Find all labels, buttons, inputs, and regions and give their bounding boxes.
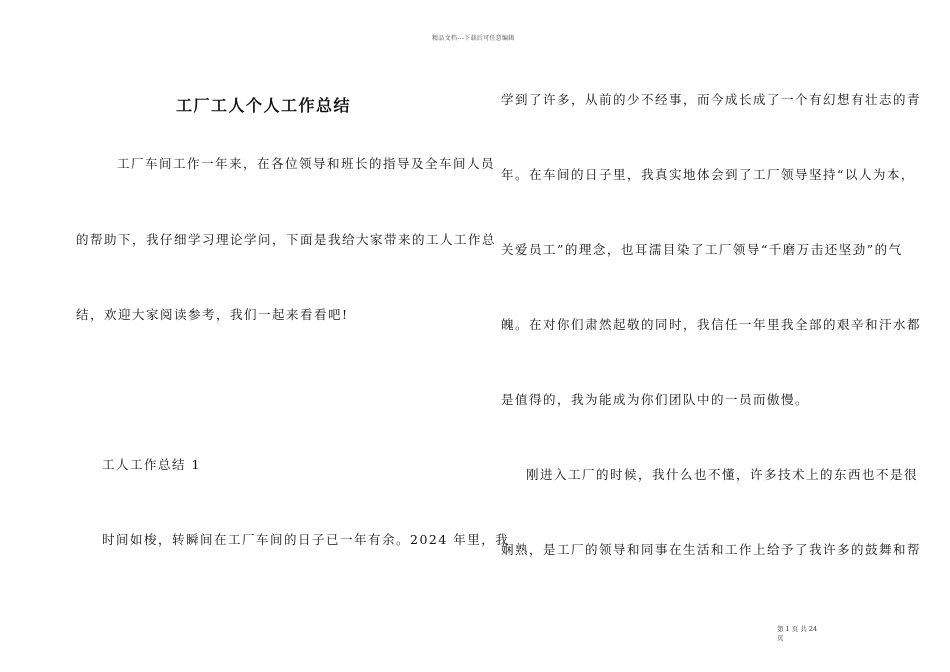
document-title: 工厂工人个人工作总结 bbox=[176, 96, 352, 115]
paragraph-line: 关爱员工”的理念，也耳濡目染了工厂领导“千磨万击还坚劲”的气 bbox=[501, 242, 903, 257]
paragraph-line: 年。在车间的日子里，我真实地体会到了工厂领导坚持“以人为本， bbox=[501, 167, 915, 182]
paragraph-line: 工厂车间工作一年来，在各位领导和班长的指导及全车间人员 bbox=[117, 156, 496, 171]
paragraph-line: 学到了许多，从前的少不经事，而今成长成了一个有幻想有壮志的青 bbox=[501, 92, 922, 107]
paragraph-line: 娴熟，是工厂的领导和同事在生活和工作上给予了我许多的鼓舞和帮 bbox=[501, 542, 922, 557]
page-number: 第 1 页 共 24 bbox=[777, 625, 818, 633]
paragraph-line: 刚进入工厂的时候，我什么也不懂，许多技术上的东西也不是很 bbox=[526, 467, 919, 482]
paragraph-line: 的帮助下，我仔细学习理论学问，下面是我给大家带来的工人工作总 bbox=[76, 232, 497, 247]
header-watermark: 精品文档---下载后可任意编辑 bbox=[432, 35, 515, 42]
paragraph-line: 结，欢迎大家阅读参考，我们一起来看看吧! bbox=[76, 307, 349, 322]
paragraph-line: 时间如梭，转瞬间在工厂车间的日子已一年有余。2024 年里，我 bbox=[102, 532, 510, 547]
paragraph-line: 是值得的，我为能成为你们团队中的一员而傲慢。 bbox=[501, 392, 810, 407]
paragraph-line: 魄。在对你们肃然起敬的同时，我信任一年里我全部的艰辛和汗水都 bbox=[501, 317, 922, 332]
page-number-suffix: 页 bbox=[777, 634, 784, 642]
section-heading: 工人工作总结 1 bbox=[102, 457, 201, 472]
